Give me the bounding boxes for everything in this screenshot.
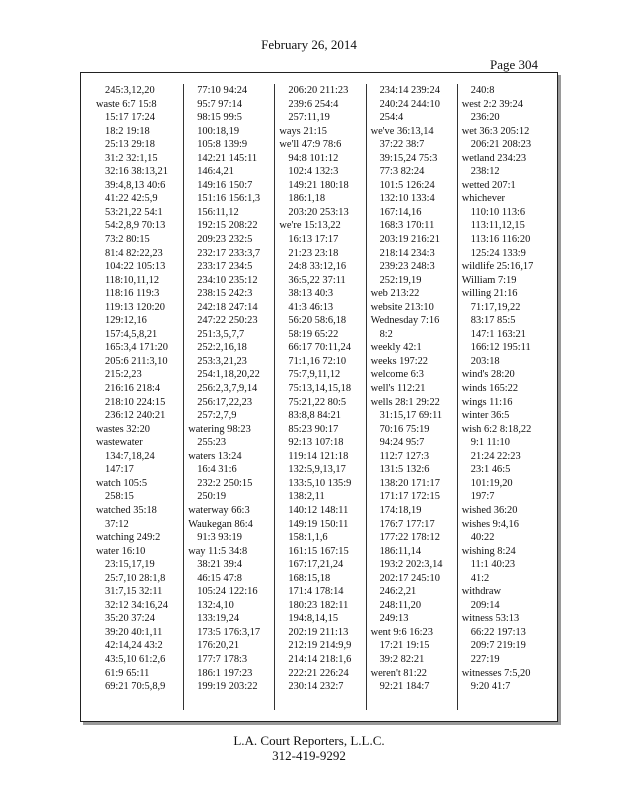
index-page-refs: 112:7 127:3 (379, 450, 430, 462)
index-page-refs: 25:7,10 28:1,8 (105, 572, 166, 584)
index-page-refs: 239:6 254:4 (288, 98, 339, 110)
index-entry: ways 21:15 (279, 125, 327, 137)
index-page-refs: 23:1 46:5 (470, 464, 511, 476)
index-entry: way 11:5 34:8 (188, 545, 248, 557)
index-page-refs: 177:22 178:12 (379, 532, 440, 544)
index-entry: wetland 234:23 (461, 152, 527, 164)
index-page-refs: 100:18,19 (197, 125, 240, 137)
index-page-refs: 31:2 32:1,15 (105, 152, 158, 164)
index-page-refs: 142:21 145:11 (197, 152, 258, 164)
index-page-refs: 238:15 242:3 (197, 288, 253, 300)
index-page-refs: 43:5,10 61:2,6 (105, 653, 166, 665)
index-page-refs: 257:2,7,9 (197, 410, 237, 422)
index-page-refs: 192:15 208:22 (197, 220, 258, 232)
index-page-refs: 240:24 244:10 (379, 98, 440, 110)
index-page-refs: 186:1,18 (288, 193, 326, 205)
index-page-refs: 199:19 203:22 (197, 681, 258, 693)
index-page-refs: 133:19,24 (197, 613, 240, 625)
index-entry: Wednesday 7:16 (370, 315, 440, 327)
index-page-refs: 31:15,17 69:11 (379, 410, 443, 422)
index-entry: we're 15:13,22 (279, 220, 341, 232)
index-page-refs: 81:4 82:22,23 (105, 247, 163, 259)
index-page-refs: 101:5 126:24 (379, 179, 435, 191)
index-entry: watching 249:2 (96, 532, 161, 544)
index-page-refs: 197:7 (470, 491, 495, 503)
index-page-refs: 102:4 132:3 (288, 166, 339, 178)
index-page-refs: 39:2 82:21 (379, 653, 425, 665)
index-page-refs: 11:1 40:23 (470, 559, 516, 571)
index-entry: website 213:10 (370, 301, 434, 313)
index-page-refs: 149:16 150:7 (197, 179, 253, 191)
index-page-refs: 105:8 139:9 (197, 139, 248, 151)
index-entry: witnesses 7:5,20 (461, 667, 531, 679)
index-page-refs: 202:17 245:10 (379, 572, 440, 584)
index-page-refs: 77:3 82:24 (379, 166, 425, 178)
index-page-refs: 138:20 171:17 (379, 477, 440, 489)
index-page-refs: 252:2,16,18 (197, 342, 247, 354)
index-page-refs: 18:2 19:18 (105, 125, 150, 137)
index-page-refs: 58:19 65:22 (288, 328, 339, 340)
index-entry: waterway 66:3 (188, 504, 250, 516)
index-page-refs: 157:4,5,8,21 (105, 328, 158, 340)
index-page-refs: 94:8 101:12 (288, 152, 339, 164)
index-page-refs: 245:3,12,20 (105, 85, 155, 96)
index-page-refs: 38:13 40:3 (288, 288, 334, 300)
index-page-refs: 149:21 180:18 (288, 179, 349, 191)
index-page-refs: 161:15 167:15 (288, 545, 349, 557)
index-page-refs: 61:9 65:11 (105, 667, 150, 679)
index-page-refs: 203:19 216:21 (379, 234, 440, 246)
index-page-refs: 71:17,19,22 (470, 301, 521, 313)
index-page-refs: 218:10 224:15 (105, 396, 166, 408)
transcript-date: February 26, 2014 (261, 37, 357, 52)
index-page-refs: 171:4 178:14 (288, 586, 344, 598)
index-entry: wish 6:2 8:18,22 (461, 423, 532, 435)
index-page-refs: 105:24 122:16 (197, 586, 258, 598)
index-page-refs: 239:23 248:3 (379, 261, 435, 273)
index-page-refs: 151:16 156:1,3 (197, 193, 261, 205)
index-page-refs: 218:14 234:3 (379, 247, 435, 259)
index-page-refs: 253:3,21,23 (197, 355, 247, 367)
index-page-refs: 176:20,21 (197, 640, 240, 652)
index-page-refs: 40:22 (470, 532, 495, 544)
index-page-refs: 66:17 70:11,24 (288, 342, 351, 354)
index-page-refs: 91:3 93:19 (197, 532, 242, 544)
index-page-refs: 98:15 99:5 (197, 112, 242, 124)
index-page-refs: 134:7,18,24 (105, 450, 155, 462)
index-entry: weren't 81:22 (370, 667, 427, 679)
index-page-refs: 110:10 113:6 (470, 206, 526, 218)
index-page-refs: 118:10,11,12 (105, 274, 160, 286)
index-page-refs: 131:5 132:6 (379, 464, 430, 476)
index-entry: watched 35:18 (96, 504, 157, 516)
index-page-refs: 32:16 38:13,21 (105, 166, 168, 178)
index-page-refs: 215:2,23 (105, 369, 142, 381)
index-page-refs: 158:1,1,6 (288, 532, 328, 544)
index-entry: west 2:2 39:24 (461, 98, 523, 110)
index-page-refs: 167:17,21,24 (288, 559, 344, 571)
index-page-refs: 167:14,16 (379, 206, 422, 218)
index-page-refs: 165:3,4 171:20 (105, 342, 168, 354)
index-page-refs: 249:13 (379, 613, 409, 625)
index-page-refs: 246:2,21 (379, 586, 417, 598)
index-page-refs: 94:24 95:7 (379, 437, 425, 449)
index-page-refs: 119:14 121:18 (288, 450, 349, 462)
index-page-refs: 250:19 (197, 491, 227, 503)
index-page-refs: 203:18 (470, 355, 500, 367)
index-page-refs: 214:14 218:1,6 (288, 653, 352, 665)
reporter-footer (0, 733, 618, 763)
index-page-refs: 236:20 (470, 112, 500, 124)
index-page-refs: 242:18 247:14 (197, 301, 258, 313)
index-page-refs: 132:10 133:4 (379, 193, 435, 205)
index-page-refs: 168:15,18 (288, 572, 331, 584)
index-page-refs: 46:15 47:8 (197, 572, 242, 584)
index-page-refs: 95:7 97:14 (197, 98, 242, 110)
index-page-refs: 234:10 235:12 (197, 274, 258, 286)
index-page-refs: 166:12 195:11 (470, 342, 531, 354)
index-page-refs: 38:21 39:4 (197, 559, 242, 571)
index-page-refs: 212:19 214:9,9 (288, 640, 352, 652)
index-page-refs: 177:7 178:3 (197, 653, 248, 665)
index-entry: wings 11:16 (461, 396, 513, 408)
index-entry: whichever (461, 193, 506, 205)
index-page-refs: 66:22 197:13 (470, 626, 526, 638)
index-page-refs: 23:15,17,19 (105, 559, 155, 571)
index-column-5 (457, 84, 548, 710)
index-page-refs: 129:12,16 (105, 315, 147, 327)
index-page-refs: 140:12 148:11 (288, 504, 349, 516)
index-page-refs: 248:11,20 (379, 599, 422, 611)
index-entry: weeks 197:22 (370, 355, 428, 367)
index-page-refs: 53:21,22 54:1 (105, 206, 163, 218)
index-page-refs: 216:16 218:4 (105, 383, 161, 395)
index-page-refs: 39:20 40:1,11 (105, 626, 163, 638)
index-page-refs: 149:19 150:11 (288, 518, 349, 530)
index-page-refs: 39:15,24 75:3 (379, 152, 438, 164)
index-page-refs: 132:5,9,13,17 (288, 464, 346, 476)
index-page-refs: 230:14 232:7 (288, 681, 344, 693)
index-page-refs: 69:21 70:5,8,9 (105, 681, 166, 693)
index-entry: we've 36:13,14 (370, 125, 434, 137)
index-entry: we'll 47:9 78:6 (279, 139, 342, 151)
index-page-refs: 21:23 23:18 (288, 247, 339, 259)
index-entry: wells 28:1 29:22 (370, 396, 440, 408)
index-entry: wastes 32:20 (96, 423, 150, 435)
index-page-refs: 193:2 202:3,14 (379, 559, 443, 571)
index-page-refs: 9:1 11:10 (470, 437, 510, 449)
index-page-refs: 174:18,19 (379, 504, 422, 516)
index-entry: witness 53:13 (461, 613, 520, 625)
index-page-refs: 180:23 182:11 (288, 599, 349, 611)
index-page-refs: 138:2,11 (288, 491, 325, 503)
index-page-refs: 236:12 240:21 (105, 410, 166, 422)
index-entry: wished 36:20 (461, 504, 518, 516)
index-entry: well's 112:21 (370, 383, 426, 395)
index-page-refs: 133:5,10 135:9 (288, 477, 352, 489)
index-page-refs: 234:14 239:24 (379, 85, 440, 96)
index-entry: winter 36:5 (461, 410, 510, 422)
index-page-refs: 37:22 38:7 (379, 139, 425, 151)
index-page-refs: 168:3 170:11 (379, 220, 435, 232)
index-page-refs: 31:7,15 32:11 (105, 586, 163, 598)
reporter-name: L.A. Court Reporters, L.L.C. (233, 733, 385, 748)
index-entry: William 7:19 (461, 274, 517, 286)
index-page-refs: 252:19,19 (379, 274, 422, 286)
index-page-refs: 54:2,8,9 70:13 (105, 220, 166, 232)
index-column-4 (366, 84, 457, 710)
index-page-refs: 32:12 34:16,24 (105, 599, 168, 611)
index-page-refs: 209:23 232:5 (197, 234, 253, 246)
index-page-refs: 75:21,22 80:5 (288, 396, 347, 408)
index-page-refs: 171:17 172:15 (379, 491, 440, 503)
index-page-refs: 75:13,14,15,18 (288, 383, 352, 395)
index-page-refs: 77:10 94:24 (197, 85, 248, 96)
index-page-refs: 39:4,8,13 40:6 (105, 179, 166, 191)
index-page-refs: 206:20 211:23 (288, 85, 349, 96)
index-entry: watch 105:5 (96, 477, 148, 489)
index-page-refs: 83:17 85:5 (470, 315, 516, 327)
index-entry: wishes 9:4,16 (461, 518, 519, 530)
index-page-refs: 113:16 116:20 (470, 234, 531, 246)
word-index-columns (92, 84, 548, 710)
index-entry: wildlife 25:16,17 (461, 261, 534, 273)
reporter-phone: 312-419-9292 (272, 748, 346, 763)
index-entry: weekly 42:1 (370, 342, 422, 354)
index-page-refs: 251:3,5,7,7 (197, 328, 245, 340)
index-page-refs: 17:21 19:15 (379, 640, 430, 652)
index-page-refs: 56:20 58:6,18 (288, 315, 347, 327)
index-entry: winds 165:22 (461, 383, 519, 395)
index-page-refs: 254:4 (379, 112, 404, 124)
index-page-refs: 73:2 80:15 (105, 234, 150, 246)
index-page-refs: 173:5 176:3,17 (197, 626, 261, 638)
index-page-refs: 25:13 29:18 (105, 139, 155, 151)
index-page-refs: 132:4,10 (197, 599, 234, 611)
index-page-refs: 227:19 (470, 653, 500, 665)
index-entry: web 213:22 (370, 288, 420, 300)
index-entry: withdraw (461, 586, 501, 598)
index-page-refs: 42:14,24 43:2 (105, 640, 163, 652)
index-entry: waters 13:24 (188, 450, 242, 462)
index-entry: wind's 28:20 (461, 369, 515, 381)
index-page-refs: 194:8,14,15 (288, 613, 339, 625)
index-page-refs: 21:24 22:23 (470, 450, 521, 462)
index-page-refs: 37:12 (105, 518, 129, 530)
index-column-2 (183, 84, 274, 710)
index-page-refs: 232:2 250:15 (197, 477, 253, 489)
index-page-refs: 176:7 177:17 (379, 518, 435, 530)
index-page-refs: 238:12 (470, 166, 500, 178)
index-entry: wetted 207:1 (461, 179, 516, 191)
index-page-refs: 70:16 75:19 (379, 423, 430, 435)
index-page-refs: 247:22 250:23 (197, 315, 258, 327)
index-page-refs: 41:22 42:5,9 (105, 193, 158, 205)
index-entry: willing 21:16 (461, 288, 518, 300)
index-page-refs: 255:23 (197, 437, 227, 449)
index-page-refs: 24:8 33:12,16 (288, 261, 347, 273)
index-page-refs: 209:14 (470, 599, 500, 611)
index-entry: waste 6:7 15:8 (96, 98, 157, 110)
index-page-refs: 146:4,21 (197, 166, 234, 178)
index-page-refs: 71:1,16 72:10 (288, 355, 347, 367)
index-entry: went 9:6 16:23 (370, 626, 433, 638)
index-entry: wishing 8:24 (461, 545, 516, 557)
index-page-refs: 256:17,22,23 (197, 396, 253, 408)
index-page-refs: 75:7,9,11,12 (288, 369, 341, 381)
index-page-refs: 16:13 17:17 (288, 234, 339, 246)
index-page-refs: 118:16 119:3 (105, 288, 160, 300)
index-page-refs: 206:21 208:23 (470, 139, 532, 151)
index-page-refs: 202:19 211:13 (288, 626, 349, 638)
index-page-refs: 203:20 253:13 (288, 206, 349, 218)
index-page-refs: 104:22 105:13 (105, 261, 166, 273)
index-page-refs: 83:8,8 84:21 (288, 410, 341, 422)
index-page-refs: 186:1 197:23 (197, 667, 253, 679)
index-page-refs: 8:2 (379, 328, 393, 340)
index-page-refs: 113:11,12,15 (470, 220, 525, 232)
index-page-refs: 101:19,20 (470, 477, 513, 489)
index-page-refs: 35:20 37:24 (105, 613, 155, 625)
index-page-refs: 147:17 (105, 464, 134, 476)
index-page-refs: 41:2 (470, 572, 490, 584)
index-entry: Waukegan 86:4 (188, 518, 253, 530)
index-page-refs: 119:13 120:20 (105, 301, 165, 313)
index-page-refs: 147:1 163:21 (470, 328, 526, 340)
index-page-refs: 256:2,3,7,9,14 (197, 383, 258, 395)
index-entry: watering 98:23 (188, 423, 251, 435)
index-page-refs: 85:23 90:17 (288, 423, 339, 435)
index-page-refs: 233:17 234:5 (197, 261, 253, 273)
page-number: Page 304 (490, 57, 539, 72)
index-entry: welcome 6:3 (370, 369, 424, 381)
index-page-refs: 258:15 (105, 491, 134, 503)
index-column-3 (274, 84, 365, 710)
index-page-refs: 209:7 219:19 (470, 640, 526, 652)
index-page-refs: 41:3 46:13 (288, 301, 334, 313)
index-page-refs: 9:20 41:7 (470, 681, 511, 693)
index-page-refs: 254:1,18,20,22 (197, 369, 260, 381)
index-entry: wastewater (96, 437, 143, 449)
index-page-refs: 240:8 (470, 85, 495, 96)
index-page-refs: 205:6 211:3,10 (105, 355, 168, 367)
index-page-refs: 36:5,22 37:11 (288, 274, 346, 286)
index-page-refs: 92:13 107:18 (288, 437, 344, 449)
index-page-refs: 15:17 17:24 (105, 112, 155, 124)
index-page-refs: 222:21 226:24 (288, 667, 349, 679)
index-page-refs: 92:21 184:7 (379, 681, 430, 693)
index-page-refs: 232:17 233:3,7 (197, 247, 261, 259)
index-entry: water 16:10 (96, 545, 146, 557)
index-column-1 (92, 84, 183, 710)
index-page-refs: 186:11,14 (379, 545, 422, 557)
index-page-refs: 125:24 133:9 (470, 247, 526, 259)
index-page-refs: 16:4 31:6 (197, 464, 237, 476)
index-page-refs: 257:11,19 (288, 112, 330, 124)
index-entry: wet 36:3 205:12 (461, 125, 530, 137)
index-page-refs: 156:11,12 (197, 206, 239, 218)
